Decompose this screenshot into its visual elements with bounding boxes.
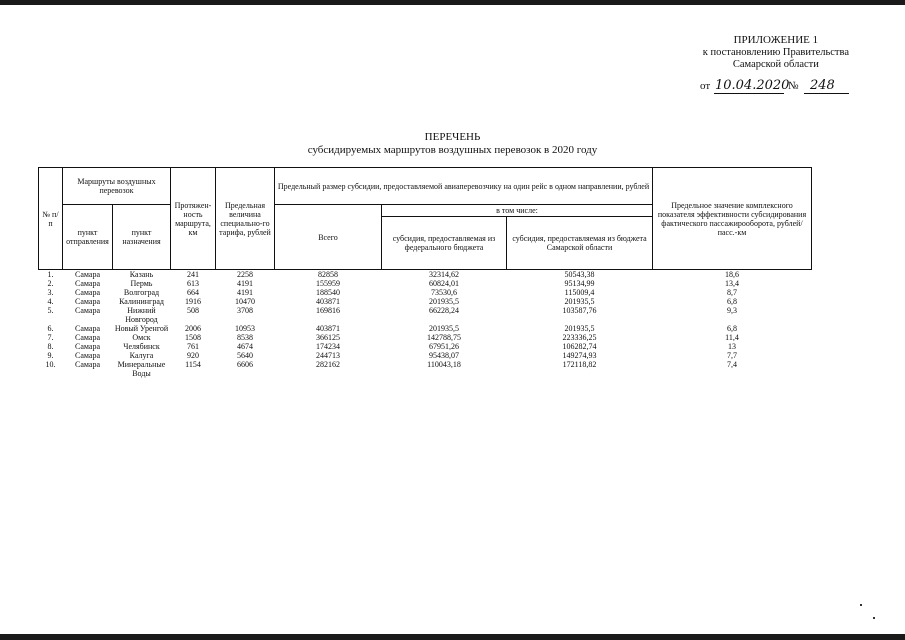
header-subsidy: Предельный размер субсидии, предоставляемой авиаперевозчику на один рейс в одном направлении, рублей xyxy=(275,168,653,205)
cell-total: 403871 xyxy=(316,324,340,333)
cell-tariff: 4191 xyxy=(237,288,253,297)
header-regional: субсидия, предоставляемая из бюджета Самарской области xyxy=(507,217,653,270)
cell-eff: 11,4 xyxy=(725,333,739,342)
cell-tariff: 4191 xyxy=(237,279,253,288)
appendix-line-3: Самарской области xyxy=(732,59,819,70)
cell-from: Самара xyxy=(75,351,100,360)
cell-federal: 201935,5 xyxy=(429,324,459,333)
cell-to: Нижний Новгород xyxy=(125,306,158,324)
cell-km: 613 xyxy=(187,279,199,288)
cell-eff: 13,4 xyxy=(725,279,739,288)
cell-from: Самара xyxy=(75,279,100,288)
number-underline xyxy=(804,93,849,94)
cell-tariff: 8538 xyxy=(237,333,253,342)
cell-km: 2006 xyxy=(185,324,201,333)
cell-num: 4. xyxy=(47,297,54,306)
cell-from: Самара xyxy=(75,360,100,369)
document-title: ПЕРЕЧЕНЬ xyxy=(424,131,481,143)
cell-to: Казань xyxy=(129,270,154,279)
cell-tariff: 10953 xyxy=(235,324,255,333)
date-number-line xyxy=(700,80,850,92)
cell-num: 6. xyxy=(47,324,54,333)
scan-top-border xyxy=(0,0,905,5)
table-row xyxy=(39,306,812,324)
cell-regional: 201935,5 xyxy=(564,297,595,306)
cell-to: Калуга xyxy=(129,351,154,360)
table-row xyxy=(39,342,812,351)
cell-federal: 66228,24 xyxy=(429,306,459,315)
cell-federal: 60824,01 xyxy=(429,279,459,288)
cell-tariff: 4674 xyxy=(237,342,253,351)
cell-regional: 172118,82 xyxy=(562,360,597,369)
cell-total: 403871 xyxy=(316,297,340,306)
cell-regional: 106282,74 xyxy=(562,342,597,351)
cell-tariff: 5640 xyxy=(237,351,253,360)
appendix-line-2: к постановлению Правительства xyxy=(702,46,849,58)
cell-regional: 95134,99 xyxy=(564,279,595,288)
cell-eff: 6,8 xyxy=(727,324,737,333)
cell-km: 241 xyxy=(187,270,199,279)
document-subtitle: субсидируемых маршрутов воздушных перевозок в 2020 году xyxy=(307,144,598,156)
cell-km: 1916 xyxy=(185,297,201,306)
cell-regional: 201935,5 xyxy=(564,324,595,333)
cell-federal: 32314,62 xyxy=(429,270,459,279)
cell-total: 244713 xyxy=(316,351,340,360)
header-departure: пункт отправления xyxy=(63,205,113,270)
cell-federal: 201935,5 xyxy=(429,297,459,306)
cell-km: 664 xyxy=(187,288,199,297)
cell-to: Омск xyxy=(132,333,151,342)
scan-speck xyxy=(860,604,862,606)
cell-eff: 7,4 xyxy=(727,360,737,369)
cell-num: 9. xyxy=(47,351,54,360)
cell-to: Челябинск xyxy=(123,342,160,351)
table-row xyxy=(39,297,812,306)
cell-from: Самара xyxy=(75,288,100,297)
handwritten-date: 10.04.2020 xyxy=(715,78,790,93)
cell-eff: 6,8 xyxy=(727,297,737,306)
cell-km: 761 xyxy=(187,342,199,351)
header-destination: пункт назначения xyxy=(113,205,171,270)
header-efficiency: Предельное значение комплексного показателя эффективности субсидирования фактического пассажирооборота, рублей/пасс.-км xyxy=(653,168,812,270)
cell-total: 282162 xyxy=(316,360,340,369)
cell-from: Самара xyxy=(75,324,100,333)
cell-total: 82858 xyxy=(318,270,338,279)
table-row xyxy=(39,270,812,280)
cell-to: Новый Уренгой xyxy=(114,324,169,333)
cell-eff: 9,3 xyxy=(727,306,737,315)
cell-eff: 8,7 xyxy=(727,288,737,297)
cell-regional: 115009,4 xyxy=(564,288,595,297)
table-row xyxy=(39,360,812,378)
cell-tariff: 10470 xyxy=(235,297,255,306)
cell-total: 155959 xyxy=(316,279,340,288)
cell-km: 1154 xyxy=(185,360,201,369)
scan-speck xyxy=(873,617,875,619)
cell-num: 3. xyxy=(47,288,54,297)
header-num: № п/п xyxy=(39,168,63,270)
table-row xyxy=(39,279,812,288)
cell-num: 1. xyxy=(47,270,54,279)
cell-total: 188540 xyxy=(316,288,340,297)
date-underline xyxy=(714,93,784,94)
cell-federal: 110043,18 xyxy=(427,360,461,369)
routes-table xyxy=(38,167,812,378)
cell-federal: 95438,07 xyxy=(429,351,459,360)
date-prefix: от xyxy=(700,80,711,92)
cell-km: 1508 xyxy=(185,333,201,342)
cell-from: Самара xyxy=(75,306,100,315)
cell-federal: 142788,75 xyxy=(427,333,461,342)
header-total: Всего xyxy=(275,205,382,270)
appendix-block xyxy=(703,34,849,72)
cell-num: 7. xyxy=(47,333,54,342)
cell-from: Самара xyxy=(75,297,100,306)
cell-regional: 103587,76 xyxy=(562,306,597,315)
cell-km: 920 xyxy=(187,351,199,360)
cell-km: 508 xyxy=(187,306,199,315)
cell-num: 5. xyxy=(47,306,54,315)
cell-regional: 50543,38 xyxy=(564,270,595,279)
table-row xyxy=(39,351,812,360)
cell-total: 169816 xyxy=(316,306,340,315)
cell-num: 2. xyxy=(47,279,54,288)
cell-to: Волгоград xyxy=(123,288,160,297)
cell-from: Самара xyxy=(75,333,100,342)
number-label: № xyxy=(788,80,799,92)
cell-eff: 13 xyxy=(728,342,736,351)
cell-from: Самара xyxy=(75,342,100,351)
cell-total: 174234 xyxy=(316,342,340,351)
cell-eff: 18,6 xyxy=(725,270,739,279)
header-tariff: Предельная величина специально-го тарифа, рублей xyxy=(216,168,275,270)
table-row xyxy=(39,288,812,297)
cell-regional: 149274,93 xyxy=(562,351,597,360)
cell-regional: 223336,25 xyxy=(562,333,597,342)
cell-total: 366125 xyxy=(316,333,340,342)
table-row xyxy=(39,324,812,333)
header-including: в том числе: xyxy=(382,205,653,217)
cell-tariff: 3708 xyxy=(237,306,253,315)
cell-from: Самара xyxy=(75,270,100,279)
cell-to: Минеральные Воды xyxy=(117,360,166,378)
cell-tariff: 2258 xyxy=(237,270,253,279)
cell-num: 10. xyxy=(45,360,56,369)
cell-to: Калининград xyxy=(119,297,164,306)
routes-table-body xyxy=(39,270,812,379)
table-row xyxy=(39,333,812,342)
cell-to: Пермь xyxy=(130,279,153,288)
cell-eff: 7,7 xyxy=(727,351,737,360)
header-routes: Маршруты воздушных перевозок xyxy=(63,168,171,205)
appendix-title: ПРИЛОЖЕНИЕ 1 xyxy=(733,34,819,46)
cell-num: 8. xyxy=(47,342,54,351)
cell-tariff: 6606 xyxy=(237,360,253,369)
cell-federal: 73530,6 xyxy=(431,288,457,297)
cell-federal: 67951,26 xyxy=(429,342,459,351)
header-length: Протяжен-ность маршрута, км xyxy=(171,168,216,270)
scan-bottom-border xyxy=(0,634,905,640)
header-federal: субсидия, предоставляемая из федерального бюджета xyxy=(382,217,507,270)
handwritten-number: 248 xyxy=(810,78,835,93)
